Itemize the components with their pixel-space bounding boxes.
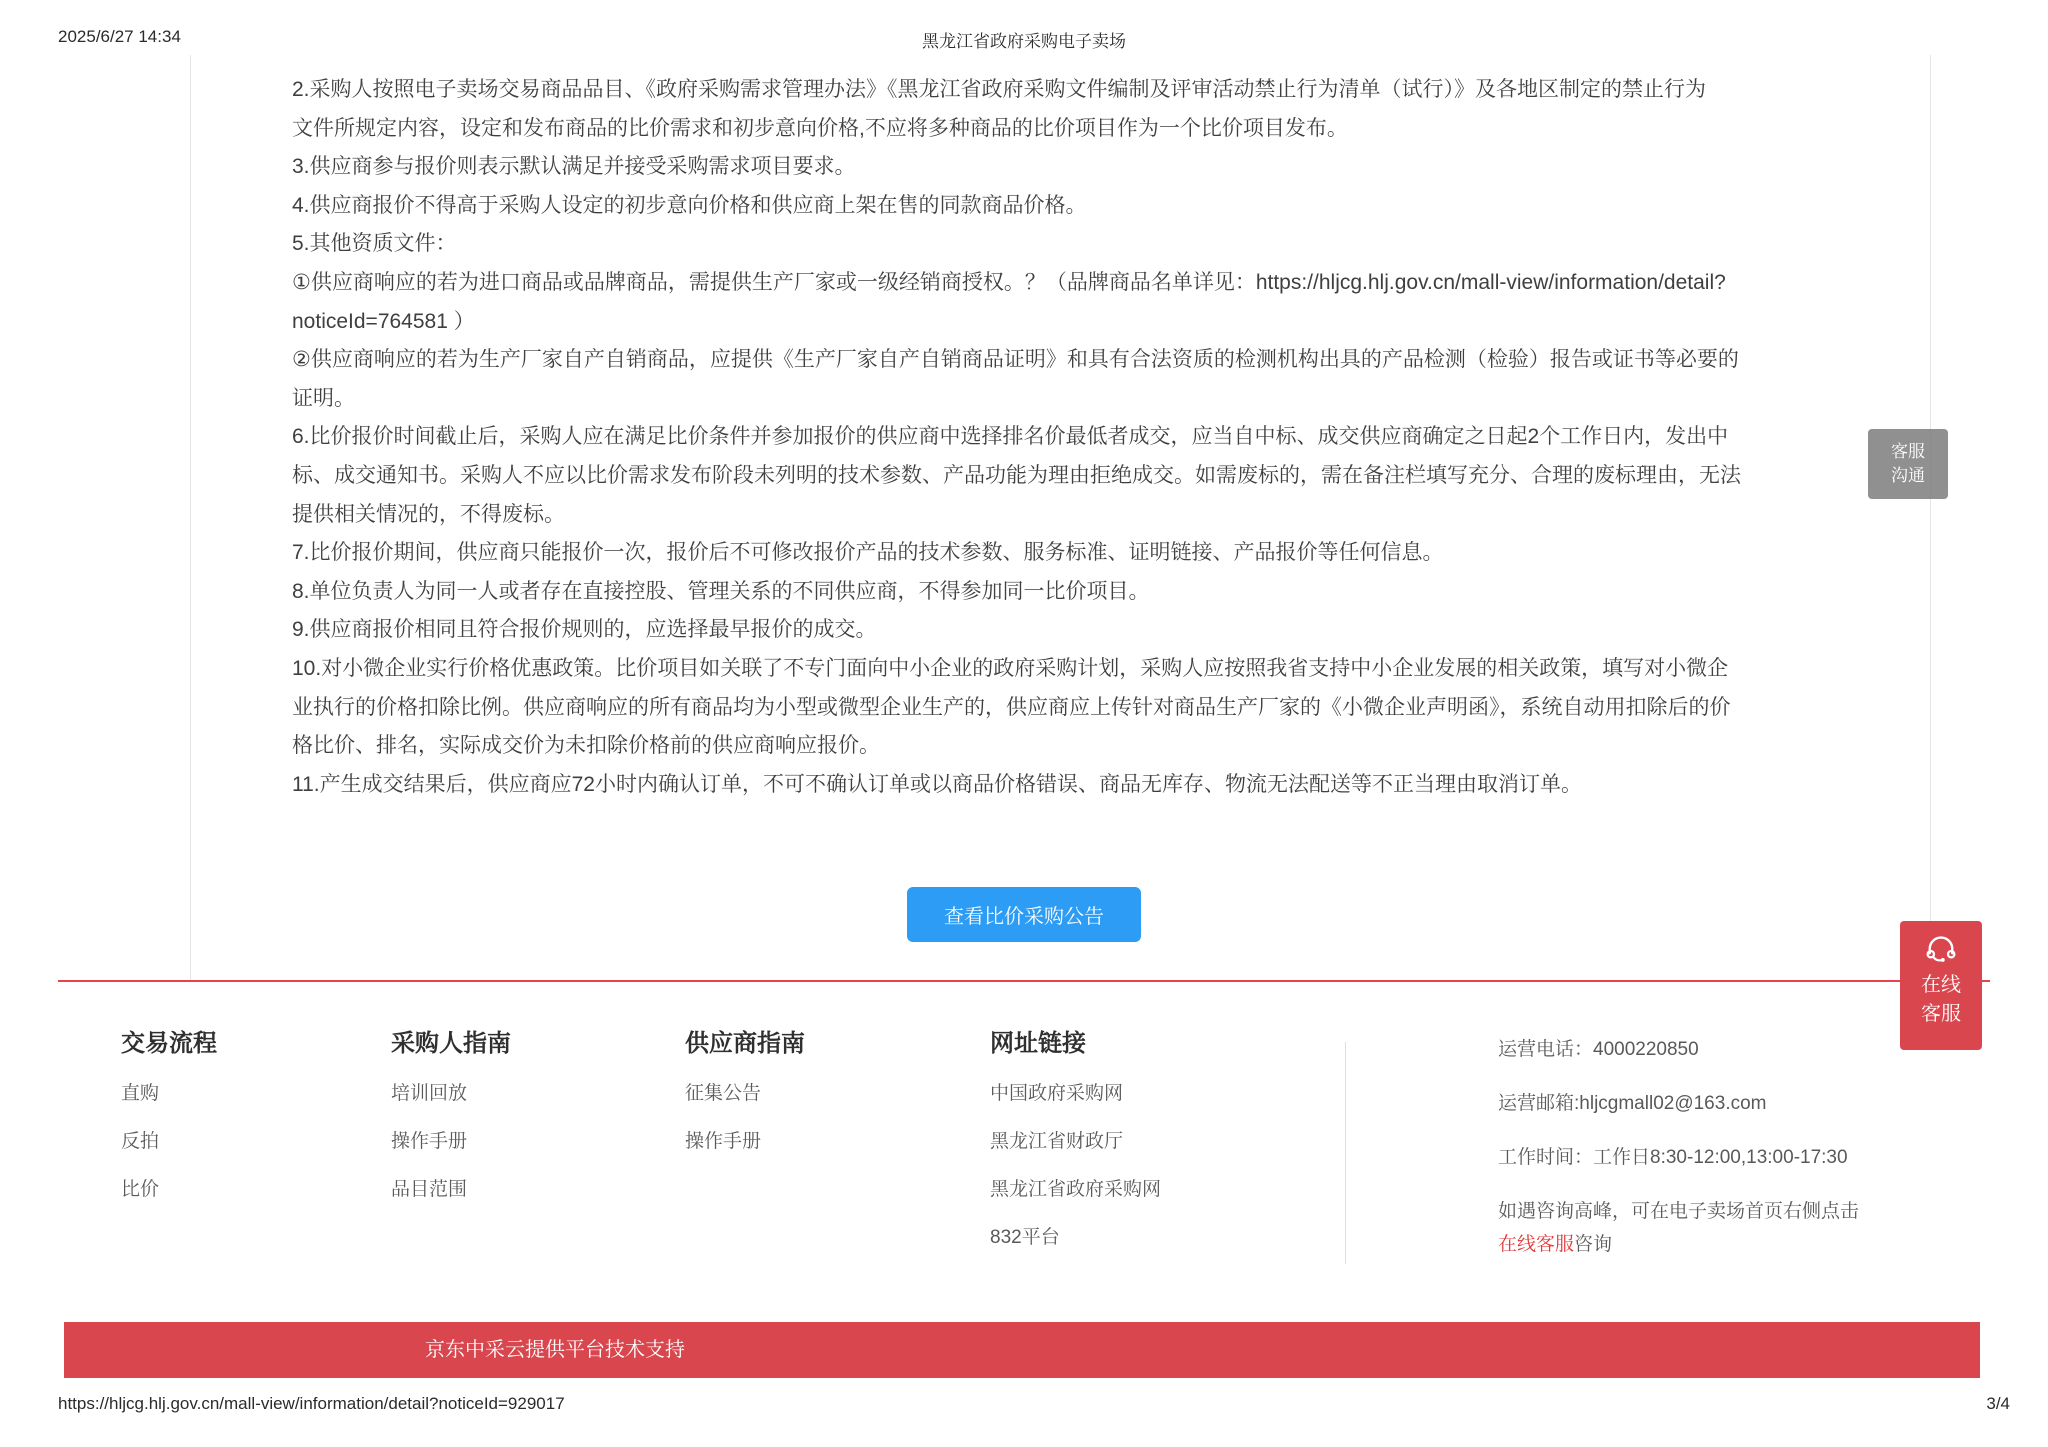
- contact-email-label: 运营邮箱:: [1498, 1093, 1580, 1114]
- online-service-line2: 客服: [1921, 1003, 1961, 1025]
- notice-line: 3.供应商参与报价则表示默认满足并接受采购需求项目要求。: [292, 155, 856, 179]
- notice-line: 8.单位负责人为同一人或者存在直接控股、管理关系的不同供应商，不得参加同一比价项目。: [292, 579, 1150, 603]
- online-service-link[interactable]: 在线客服: [1498, 1234, 1575, 1255]
- notice-line: 9.供应商报价相同且符合报价规则的，应选择最早报价的成交。: [292, 618, 877, 642]
- footer-link-operation-manual[interactable]: 操作手册: [685, 1131, 762, 1152]
- contact-hours: [1498, 1144, 1859, 1172]
- notice-text-block: [292, 71, 1952, 804]
- footer-column-title: 交易流程: [121, 1030, 217, 1057]
- contact-tip-line1: 如遇咨询高峰，可在电子卖场首页右侧点击: [1498, 1201, 1860, 1222]
- notice-line: 5.其他资质文件：: [292, 232, 457, 256]
- footer-link-price-compare[interactable]: 比价: [121, 1179, 160, 1200]
- contact-phone-label: 运营电话：: [1498, 1039, 1594, 1060]
- notice-line: 6.比价报价时间截止后，采购人应在满足比价条件并参加报价的供应商中选择排名价最低者成交，应当自中标、成交供应商确定之日起2个工作日内，发出中: [292, 425, 1729, 449]
- contact-tip-suffix: 咨询: [1574, 1234, 1613, 1255]
- notice-line: ①供应商响应的若为进口商品或品牌商品，需提供生产厂家或一级经销商授权。？（品牌商品名单详见：https://hljcg.hlj.gov.cn/mall-view/information/detail?: [292, 270, 1726, 294]
- print-url: https://hljcg.hlj.gov.cn/mall-view/information/detail?noticeId=929017: [58, 1394, 565, 1413]
- footer-column-purchaser-guide: [391, 1028, 511, 1204]
- footer-column-title: 供应商指南: [685, 1030, 805, 1057]
- footer-link-category-scope[interactable]: 品目范围: [391, 1179, 468, 1200]
- contact-tip-line2: [1498, 1231, 1859, 1259]
- notice-line: 证明。: [292, 386, 355, 410]
- notice-line: 文件所规定内容，设定和发布商品的比价需求和初步意向价格,不应将多种商品的比价项目作为一个比价项目发布。: [292, 116, 1348, 140]
- footer-link-hlj-procurement[interactable]: 黑龙江省政府采购网: [990, 1179, 1162, 1200]
- customer-service-tab-line1: 客服: [1891, 442, 1925, 461]
- notice-line: 格比价、排名，实际成交价为未扣除价格前的供应商响应报价。: [292, 734, 880, 758]
- contact-hours-value: 工作日8:30-12:00,13:00-17:30: [1593, 1147, 1848, 1168]
- notice-line: 2.采购人按照电子卖场交易商品品目、《政府采购需求管理办法》《黑龙江省政府采购文件编制及评审活动禁止行为清单（试行）》及各地区制定的禁止行为: [292, 78, 1707, 101]
- footer-link-collection-notice[interactable]: 征集公告: [685, 1083, 762, 1104]
- print-page-number: 3/4: [1986, 1394, 2010, 1413]
- notice-line: 11.产生成交结果后，供应商应72小时内确认订单，不可不确认订单或以商品价格错误、商品无库存、物流无法配送等不正当理由取消订单。: [292, 772, 1582, 796]
- print-datetime: 2025/6/27 14:34: [58, 27, 181, 46]
- contact-phone-value: 4000220850: [1593, 1039, 1699, 1060]
- online-service-widget[interactable]: [1900, 921, 1982, 1050]
- notice-line: 10.对小微企业实行价格优惠政策。比价项目如关联了不专门面向中小企业的政府采购计划，采购人应按照我省支持中小企业发展的相关政策，填写对小微企: [292, 656, 1729, 680]
- notice-line: noticeId=764581 ）: [292, 309, 475, 333]
- footer-link-hlj-finance[interactable]: 黑龙江省财政厅: [990, 1131, 1124, 1152]
- footer-column-url-links: [990, 1028, 1161, 1252]
- online-service-line1: 在线: [1921, 974, 1961, 996]
- footer-link-reverse-auction[interactable]: 反拍: [121, 1131, 160, 1152]
- footer-link-direct-buy[interactable]: 直购: [121, 1083, 160, 1104]
- headset-icon: [1900, 933, 1982, 967]
- footer-vertical-divider: [1345, 1042, 1346, 1264]
- footer-column-title: 网址链接: [990, 1030, 1086, 1057]
- notice-line: 业执行的价格扣除比例。供应商响应的所有商品均为小型或微型企业生产的，供应商应上传针对商品生产厂家的《小微企业声明函》，系统自动用扣除后的价: [292, 695, 1731, 719]
- customer-service-tab[interactable]: [1868, 429, 1948, 499]
- customer-service-tab-line2: 沟通: [1891, 466, 1925, 485]
- notice-line: 标、成交通知书。采购人不应以比价需求发布阶段未列明的技术参数、产品功能为理由拒绝成交。如需废标的，需在备注栏填写充分、合理的废标理由，无法: [292, 463, 1741, 487]
- footer-link-ccgp[interactable]: 中国政府采购网: [990, 1083, 1124, 1104]
- notice-line: ②供应商响应的若为生产厂家自产自销商品，应提供《生产厂家自产自销商品证明》和具有合法资质的检测机构出具的产品检测（检验）报告或证书等必要的: [292, 348, 1739, 372]
- footer-contact-block: [1498, 1028, 1859, 1259]
- notice-line: 提供相关情况的，不得废标。: [292, 502, 565, 526]
- footer-link-832-platform[interactable]: 832平台: [990, 1227, 1060, 1248]
- footer-link-operation-manual[interactable]: 操作手册: [391, 1131, 468, 1152]
- view-announcement-button[interactable]: 查看比价采购公告: [907, 887, 1141, 942]
- notice-line: 7.比价报价期间，供应商只能报价一次，报价后不可修改报价产品的技术参数、服务标准、证明链接、产品报价等任何信息。: [292, 541, 1444, 565]
- page-title: 黑龙江省政府采购电子卖场: [922, 32, 1126, 51]
- contact-phone: [1498, 1036, 1859, 1064]
- footer-link-training-replay[interactable]: 培训回放: [391, 1083, 468, 1104]
- footer-column-supplier-guide: [685, 1028, 805, 1156]
- footer-column-title: 采购人指南: [391, 1030, 511, 1057]
- contact-email: [1498, 1090, 1859, 1118]
- notice-line: 4.供应商报价不得高于采购人设定的初步意向价格和供应商上架在售的同款商品价格。: [292, 193, 1087, 217]
- footer-column-transaction-process: [121, 1028, 217, 1204]
- footer-divider-line: [58, 980, 1990, 982]
- contact-hours-label: 工作时间：: [1498, 1147, 1594, 1168]
- support-banner: [64, 1322, 1980, 1378]
- support-banner-text: 京东中采云提供平台技术支持: [425, 1339, 685, 1361]
- contact-email-value: hljcgmall02@163.com: [1579, 1093, 1767, 1114]
